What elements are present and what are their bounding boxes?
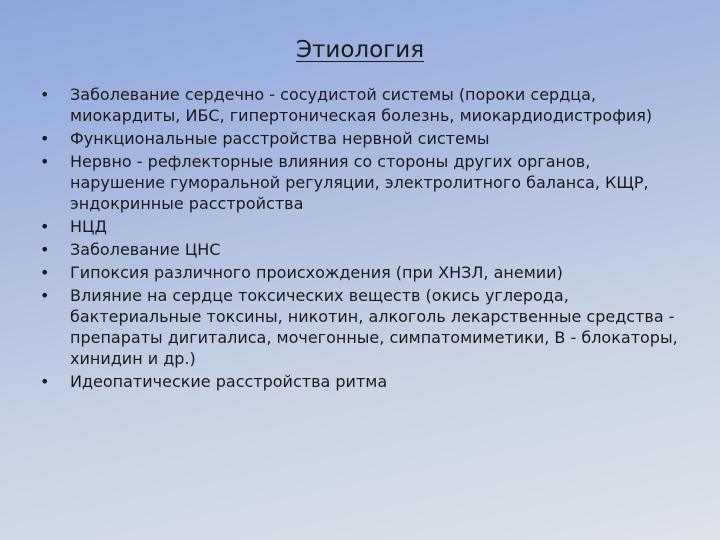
bullet-icon: • xyxy=(40,286,50,305)
list-item xyxy=(40,262,690,283)
bullet-icon: • xyxy=(40,372,50,391)
list-item-text: Идеопатические расстройства ритма xyxy=(70,372,388,391)
bullet-icon: • xyxy=(40,240,50,259)
list-item xyxy=(40,151,690,214)
bullet-icon: • xyxy=(40,129,50,148)
list-item-text: НЦД xyxy=(70,217,107,236)
list-item-text: Функциональные расстройства нервной системы xyxy=(70,129,490,148)
list-item-text: Нервно - рефлекторные влияния со стороны других органов, нарушение гуморальной регуляции, электролитного баланса, КЩР, эндокринные расстройства xyxy=(70,152,649,213)
bullet-icon: • xyxy=(40,217,50,236)
bullet-icon: • xyxy=(40,263,50,282)
list-item xyxy=(40,128,690,149)
bullet-list xyxy=(40,84,690,394)
list-item-text: Заболевание сердечно - сосудистой системы (пороки сердца, миокардиты, ИБС, гипертоническая болезнь, миокардиодистрофия) xyxy=(70,85,653,125)
list-item xyxy=(40,285,690,369)
list-item xyxy=(40,239,690,260)
list-item-text: Гипоксия различного происхождения (при ХНЗЛ, анемии) xyxy=(70,263,563,282)
list-item xyxy=(40,84,690,126)
slide-title-text: Этиология xyxy=(295,37,425,63)
list-item-text: Влияние на сердце токсических веществ (окись углерода, бактериальные токсины, никотин, алкоголь лекарственные средства - препараты дигиталиса, мочегонные, симпатомиметики, В - блокаторы, хинидин и др.) xyxy=(70,286,678,368)
list-item-text: Заболевание ЦНС xyxy=(70,240,221,259)
bullet-icon: • xyxy=(40,85,50,104)
list-item xyxy=(40,371,690,392)
list-item xyxy=(40,216,690,237)
bullet-icon: • xyxy=(40,152,50,171)
slide-title xyxy=(0,36,720,64)
